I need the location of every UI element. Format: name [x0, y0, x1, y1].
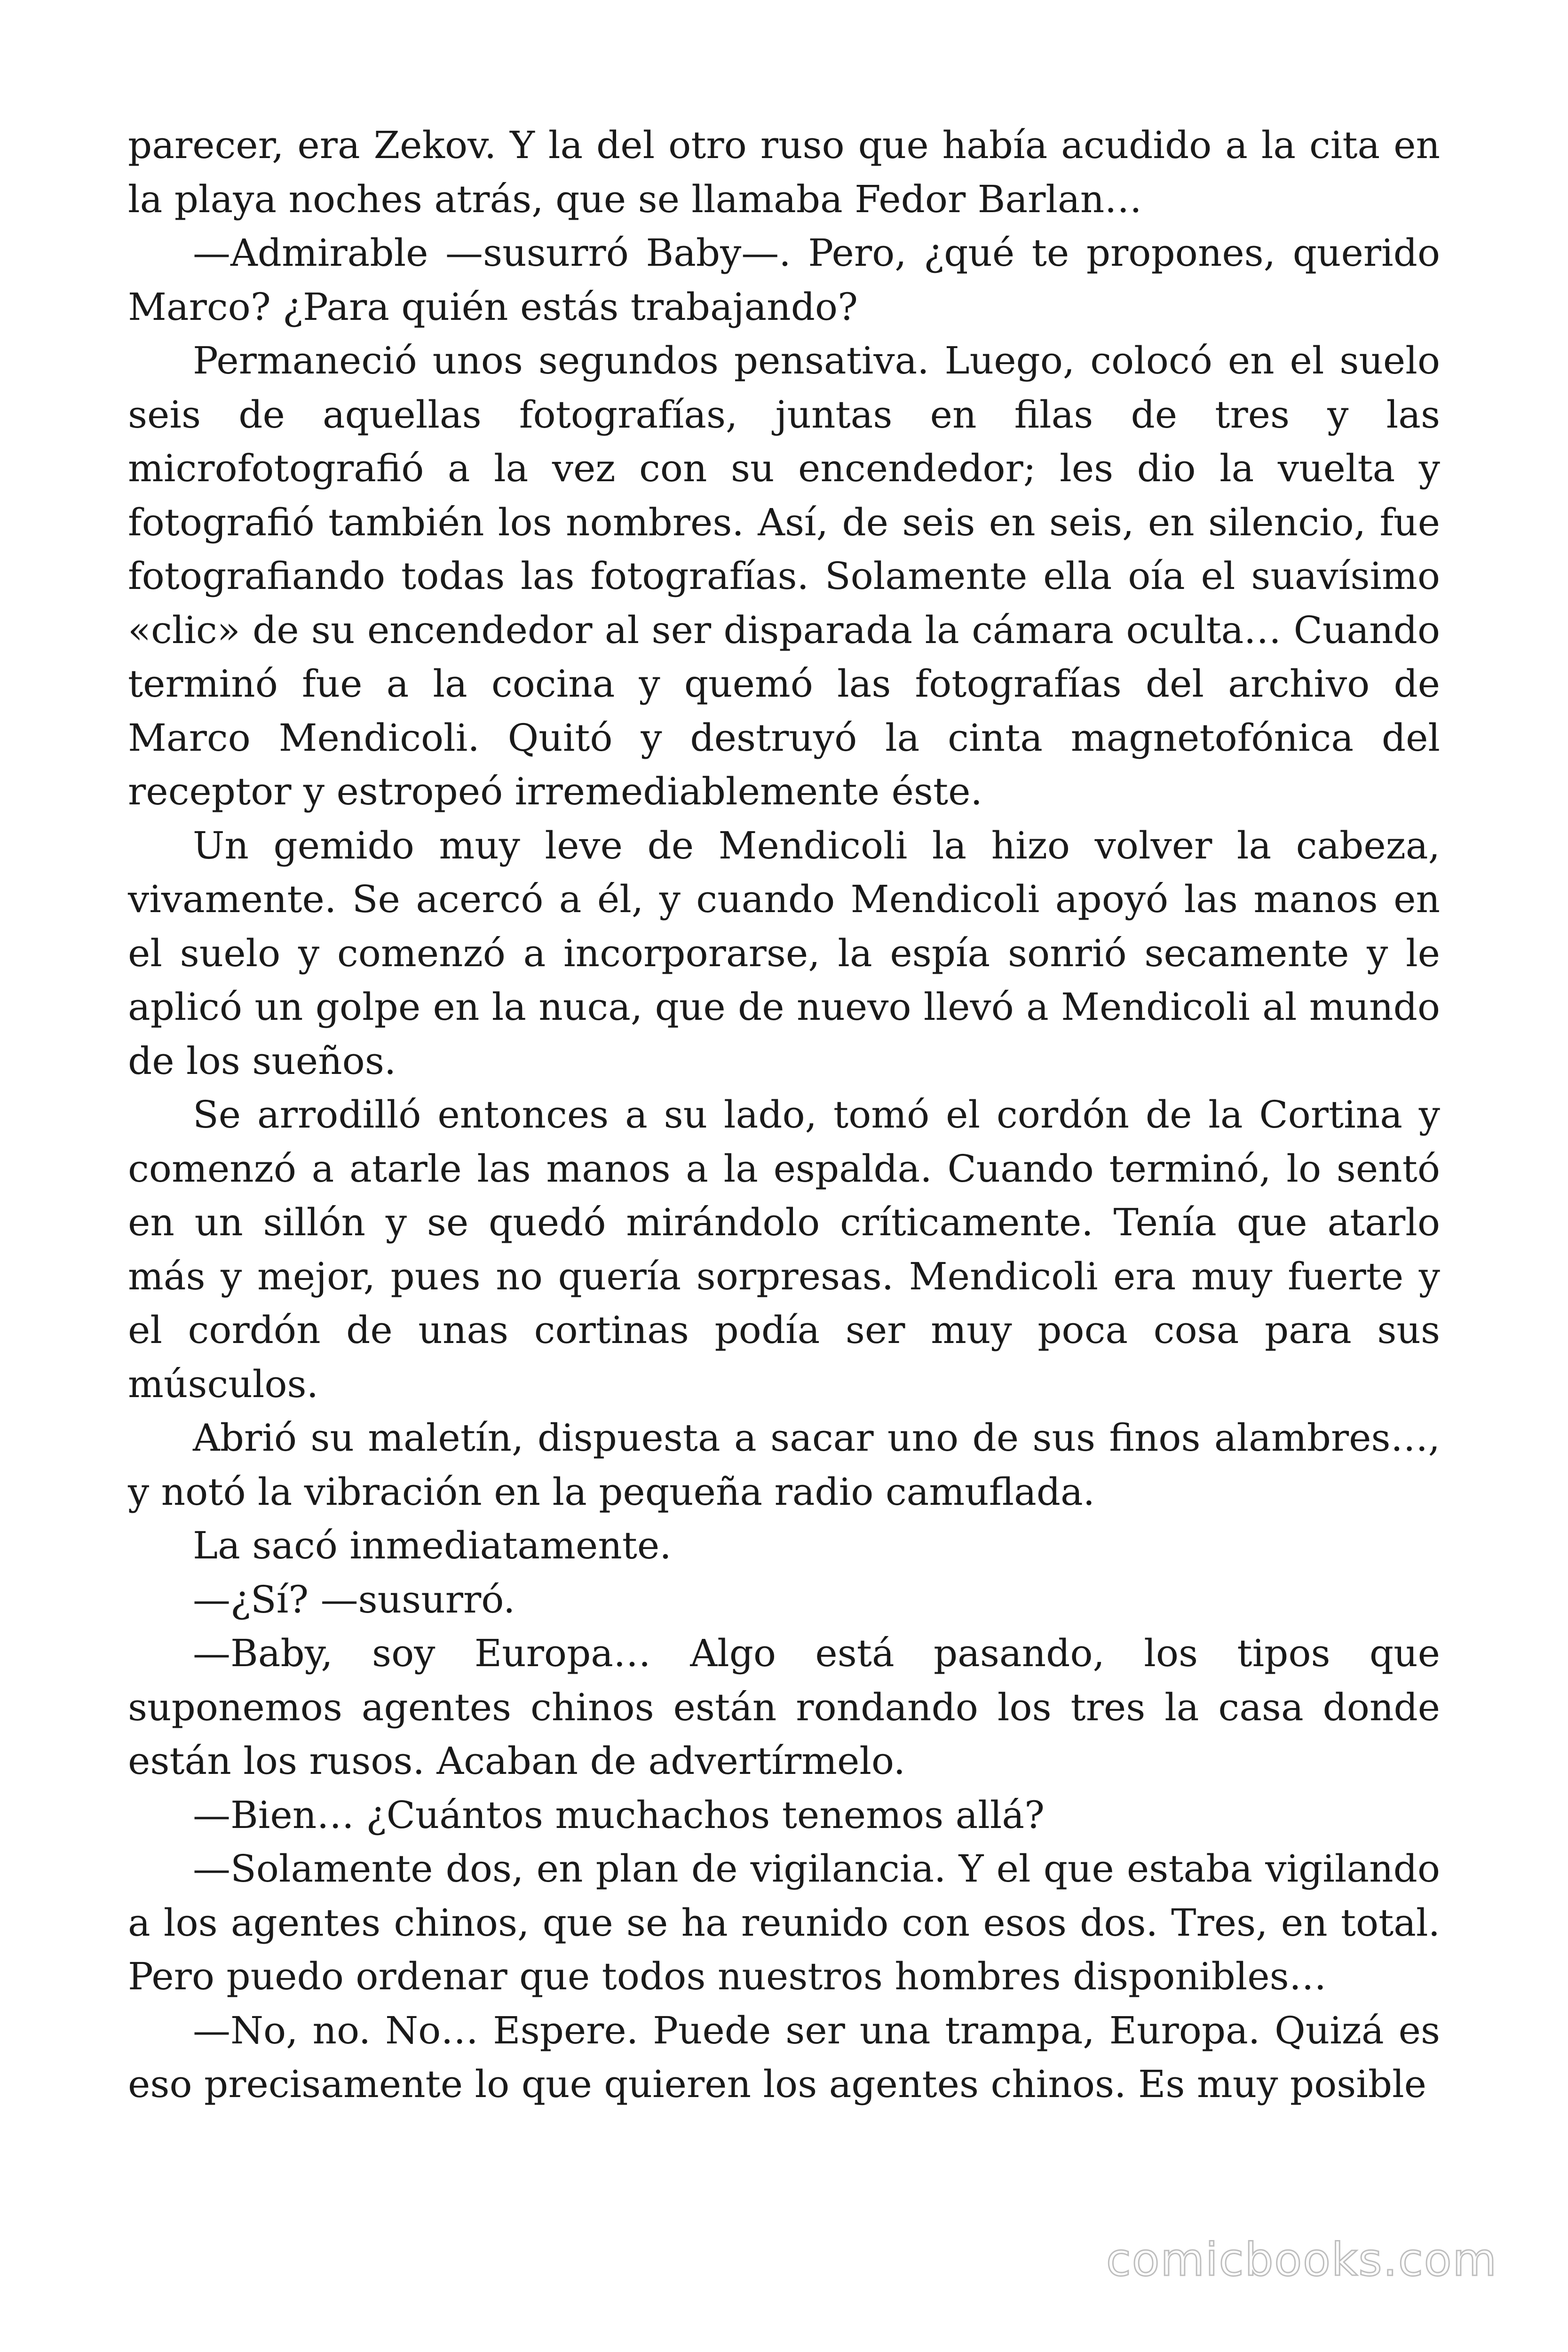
- paragraph: Se arrodilló entonces a su lado, tomó el cordón de la Cortina y comenzó a atarle las manos a la espalda. Cuando terminó, lo sentó en un sillón y se quedó mirándolo críticamente. Tenía que atarlo más y mejor, pues no quería sorpresas. Mendicoli era muy fuerte y el cordón de unas cortinas podía ser muy poca cosa para sus músculos.: [128, 1093, 1440, 1406]
- site-watermark: comicbooks.com: [1106, 2233, 1497, 2286]
- paragraph: —Admirable —susurró Baby—. Pero, ¿qué te propones, querido Marco? ¿Para quién estás trabajando?: [128, 231, 1440, 329]
- paragraph: Permaneció unos segundos pensativa. Luego, colocó en el suelo seis de aquellas fotografías, juntas en filas de tres y las microfotografió a la vez con su encendedor; les dio la vuelta y fotografió también los nombres. Así, de seis en seis, en silencio, fue fotografiando todas las fotografías. Solamente ella oía el suavísimo «clic» de su encendedor al ser disparada la cámara oculta… Cuando terminó fue a la cocina y quemó las fotografías del archivo de Marco Mendicoli. Quitó y destruyó la cinta magnetofónica del receptor y estropeó irremediablemente éste.: [128, 339, 1440, 813]
- paragraph: —No, no. No… Espere. Puede ser una trampa, Europa. Quizá es eso precisamente lo que quieren los agentes chinos. Es muy posible: [128, 2008, 1440, 2106]
- paragraph: Abrió su maletín, dispuesta a sacar uno de sus finos alambres…, y notó la vibración en la pequeña radio camuflada.: [128, 1416, 1440, 1514]
- paragraph: —Solamente dos, en plan de vigilancia. Y el que estaba vigilando a los agentes chinos, que se ha reunido con esos dos. Tres, en total. Pero puedo ordenar que todos nuestros hombres disponibles…: [128, 1847, 1440, 1998]
- paragraph: —Bien… ¿Cuántos muchachos tenemos allá?: [193, 1793, 1045, 1837]
- book-page-text: [128, 119, 1440, 2112]
- paragraph: —Baby, soy Europa… Algo está pasando, los tipos que suponemos agentes chinos están rondando los tres la casa donde están los rusos. Acaban de advertírmelo.: [128, 1631, 1440, 1783]
- paragraph: —¿Sí? —susurró.: [193, 1577, 515, 1621]
- paragraph: Un gemido muy leve de Mendicoli la hizo volver la cabeza, vivamente. Se acercó a él, y cuando Mendicoli apoyó las manos en el suelo y comenzó a incorporarse, la espía sonrió secamente y le aplicó un golpe en la nuca, que de nuevo llevó a Mendicoli al mundo de los sueños.: [128, 823, 1440, 1083]
- paragraph-continued: parecer, era Zekov. Y la del otro ruso que había acudido a la cita en la playa noches atrás, que se llamaba Fedor Barlan…: [128, 123, 1440, 221]
- paragraph: La sacó inmediatamente.: [193, 1524, 672, 1567]
